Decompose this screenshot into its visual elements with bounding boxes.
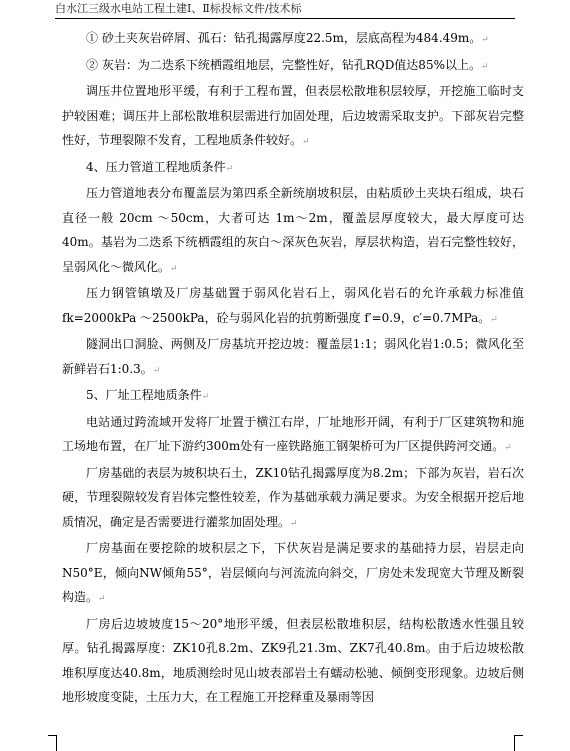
return-mark: ↵	[201, 392, 210, 402]
section-heading-5: 5、厂址工程地质条件↵	[86, 388, 210, 402]
return-mark: ↵	[481, 35, 489, 45]
paragraph-6: 隧洞出口洞脸、两侧及厂房基坑开挖边坡：覆盖层1:1；弱风化岩1:0.5；微风化至新鲜岩石1:0.3。↵	[62, 337, 524, 376]
page-header: 白水江三级水电站工程土建Ⅰ、Ⅱ标投标文件/技术标	[55, 2, 515, 19]
margin-line-left	[56, 735, 57, 751]
paragraph-10: 厂房后边坡坡度15～20°地形平缓，但表层松散堆积层，结构松散透水性强且较厚。钻孔揭露厚度：ZK10孔8.2m、ZK9孔21.3m、ZK7孔40.8m。由于后边坡松散堆积厚度达40.8m，地质测绘时见山坡表部岩土有蠕动松驰、倾倒变形现象。边坡后侧地形坡度变陡，土压力大，在工程施工开挖释重及暴雨等因	[62, 616, 524, 704]
return-mark: ↵	[302, 137, 310, 147]
return-mark: ↵	[98, 594, 106, 604]
return-mark: ↵	[504, 443, 512, 453]
paragraph-1: ① 砂土夹灰岩碎屑、孤石：钻孔揭露厚度22.5m，层底高程为484.49m。↵	[86, 31, 489, 45]
margin-line-right	[514, 735, 515, 751]
document-body	[62, 26, 524, 710]
margin-mark-right	[515, 735, 523, 736]
return-mark: ↵	[290, 518, 298, 529]
return-mark: ↵	[170, 263, 178, 274]
return-mark: ↵	[490, 314, 498, 325]
return-mark: ↵	[152, 365, 161, 376]
paragraph-9: 厂房基面在要挖除的坡积层之下，下伏灰岩是满足要求的基础持力层，岩层走向N50°E，倾向NW倾角55°，岩层倾向与河流流向斜交，厂房处未发现宽大节理及断裂构造。↵	[62, 541, 524, 604]
paragraph-8: 厂房基础的表层为坡积块石土，ZK10钻孔揭露厚度为8.2m；下部为灰岩，岩石次硬，节理裂隙较发育岩体完整性较差，作为基础承载力满足要求。为安全根据开挖后地质情况，确定是否需要进行灌浆加固处理。↵	[62, 465, 524, 529]
margin-mark-left	[48, 735, 56, 736]
paragraph-5: 压力钢管镇墩及厂房基础置于弱风化岩石上，弱风化岩石的允许承载力标准值 fk=2000kPa ～2500kPa，砼与弱风化岩的抗剪断强度 f′=0.9，c′=0.7MPa。↵	[62, 286, 524, 325]
section-heading-4: 4、压力管道工程地质条件↵	[86, 159, 234, 174]
return-mark: ↵	[480, 61, 489, 72]
paragraph-3: 调压井位置地形平缓，有利于工程布置，但表层松散堆积层较厚，开挖施工临时支护较困难；调压井上部松散堆积层需进行加固处理，后边坡需采取支护。下部灰岩完整性好，节理裂隙不发育，工程地质条件较好。↵	[62, 84, 524, 147]
paragraph-2: ② 灰岩：为二迭系下统栖霞组地层，完整性好，钻孔RQD值达85%以上。↵	[86, 57, 489, 72]
return-mark: ↵	[225, 163, 234, 174]
paragraph-7: 电站通过跨流域开发将厂址置于横江右岸，厂址地形开阔，有利于厂区建筑物和施工场地布置，在厂址下游约300m处有一座铁路施工钢架桥可为厂区提供跨河交通。↵	[62, 414, 524, 453]
paragraph-4: 压力管道地表分布覆盖层为第四系全新统崩坡积层，由粘质砂土夹块石组成，块石直径一般 20cm ～50cm，大者可达 1m～2m，覆盖层厚度较大，最大厚度可达 40m。基岩为二迭系下统栖霞组的灰白～深灰色灰岩，厚层状构造，岩石完整性较好，呈弱风化～微风化。↵	[62, 186, 524, 274]
